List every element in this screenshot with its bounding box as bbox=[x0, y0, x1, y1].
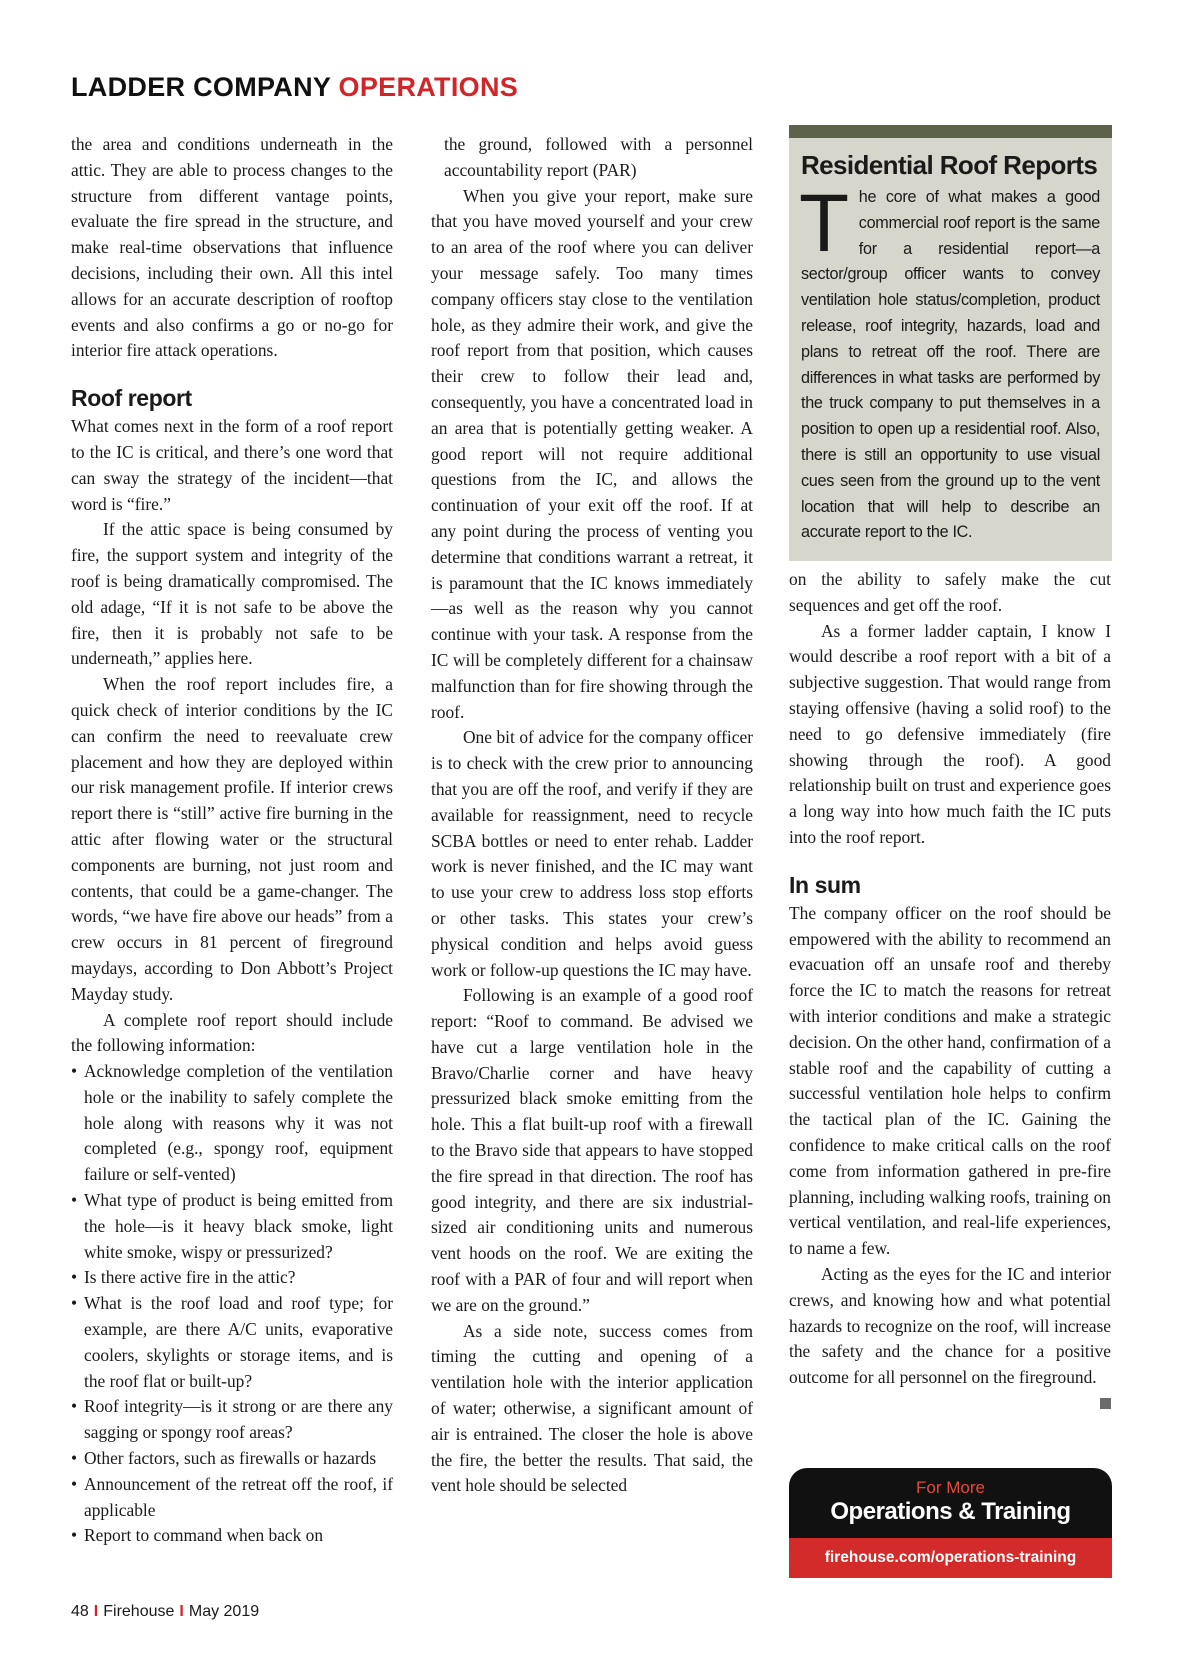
bullet-icon: • bbox=[71, 1525, 78, 1546]
list-item-text: Announcement of the retreat off the roof, if applicable bbox=[84, 1473, 393, 1520]
section-header bbox=[71, 72, 518, 103]
paragraph: One bit of advice for the company officer is to check with the crew prior to announcing that you are off the roof, and verify if they are available for reassignment, need to recycle SCBA bottles or need to enter rehab. Ladder work is never finished, and the IC may want to use your crew to address loss stop efforts or other tasks. This states your crew’s physical condition and helps avoid guess work or follow-up questions the IC may have. bbox=[431, 727, 753, 980]
list-item-text: Report to command when back on bbox=[84, 1525, 324, 1546]
sidebar-text: he core of what makes a good commercial roof report is the same for a residential report—a sector/group officer wants to convey ventilation hole status/completion, product release, roof integrity, hazards, load and plans to retreat off the roof. There are differences in what tasks are performed by the truck company to put themselves in a position to open up a residential roof. Also, there is still an opportunity to use visual cues seen from the ground up to the vent location that will help to describe an accurate report to the IC. bbox=[801, 188, 1100, 542]
bullet-icon: • bbox=[71, 1061, 78, 1082]
promo-box[interactable] bbox=[789, 1468, 1112, 1578]
header-title-black: LADDER COMPANY bbox=[71, 72, 331, 102]
page-footer bbox=[71, 1603, 259, 1621]
list-item bbox=[71, 1472, 393, 1524]
promo-for-more: For More bbox=[916, 1478, 985, 1497]
sidebar-residential-roof-reports bbox=[789, 125, 1112, 561]
paragraph: What comes next in the form of a roof report to the IC is critical, and there’s one word that can sway the strategy of the incident—that word is “fire.” bbox=[71, 416, 393, 514]
list-item-text: Is there active fire in the attic? bbox=[84, 1267, 296, 1288]
list-item bbox=[71, 1291, 393, 1394]
column-1 bbox=[71, 132, 393, 1549]
paragraph: the ground, followed with a personnel accountability report (PAR) bbox=[444, 134, 753, 180]
roof-report-checklist bbox=[71, 1059, 393, 1549]
bullet-icon: • bbox=[71, 1267, 78, 1288]
paragraph bbox=[789, 1262, 1111, 1391]
paragraph: When you give your report, make sure that you have moved yourself and your crew to an area of the roof where you can deliver your message safely. Too many times company officers stay close to the ventilation hole, as they admire their work, and give the roof report from that position, which causes their crew to follow their lead and, consequently, you have a concentrated load in an area that is potentially getting weaker. A good report will not require additional questions from the IC, and allows the continuation of your exit off the roof. If at any point during the process of venting you determine that conditions warrant a retreat, it is paramount that the IC knows immediately—as well as the reason why you cannot continue with your task. A response from the IC will be completely different for a chainsaw malfunction than for fire showing through the roof. bbox=[431, 185, 753, 722]
page-number: 48 bbox=[71, 1603, 89, 1620]
drop-cap: T bbox=[799, 178, 849, 269]
paragraph: Following is an example of a good roof report: “Roof to command. Be advised we have cut a large ventilation hole in the Bravo/Charlie corner and have heavy pressurized black smoke emitting from the hole. This a flat built-up roof with a firewall to the Bravo side that appears to have stopped the fire spread in that direction. The roof has good integrity, and there are six industrial-sized air conditioning units and numerous vent hoods on the roof. We are exiting the roof with a PAR of four and will report when we are on the ground.” bbox=[431, 985, 753, 1315]
issue-date: May 2019 bbox=[188, 1603, 260, 1620]
column-3 bbox=[789, 567, 1111, 1409]
list-item-text: Acknowledge completion of the ventilation hole or the inability to safely complete the hole along with reasons why it was not completed (e.g., spongy roof, equipment failure or self-vented) bbox=[84, 1061, 393, 1185]
paragraph-text: Acting as the eyes for the IC and interior crews, and knowing how and what potential hazards to recognize on the roof, will increase the safety and the chance for a positive outcome for all personnel on the fireground. bbox=[789, 1263, 1111, 1388]
header-title-red: OPERATIONS bbox=[338, 72, 519, 102]
bullet-icon: • bbox=[71, 1448, 78, 1469]
bullet-icon: • bbox=[71, 1396, 78, 1417]
footer-separator: I bbox=[179, 1603, 184, 1620]
bullet-icon: • bbox=[71, 1293, 78, 1314]
paragraph: the area and conditions underneath in the attic. They are able to process changes to the structure from different vantage points, evaluate the fire spread in the structure, and make real-time observations that influence decisions, including their own. All this intel allows for an accurate description of rooftop events and also confirms a go or no-go for interior fire attack operations. bbox=[71, 134, 393, 361]
magazine-name: Firehouse bbox=[103, 1603, 175, 1620]
end-mark-icon bbox=[1100, 1398, 1111, 1409]
promo-title: Operations & Training bbox=[830, 1498, 1071, 1525]
list-item bbox=[71, 1265, 393, 1291]
paragraph: As a side note, success comes from timing the cutting and opening of a ventilation hole with the interior application of water; otherwise, a significant amount of air is entrained. The closer the hole is above the fire, the better the results. That said, the vent hole should be selected bbox=[431, 1320, 753, 1496]
bullet-icon: • bbox=[71, 1473, 78, 1494]
list-item bbox=[71, 1523, 393, 1549]
sidebar-title: Residential Roof Reports bbox=[801, 150, 1098, 180]
paragraph: A complete roof report should include the following information: bbox=[71, 1009, 393, 1056]
subheading-roof-report: Roof report bbox=[71, 385, 192, 412]
list-item-text: Other factors, such as firewalls or hazards bbox=[84, 1448, 377, 1469]
list-item bbox=[71, 1394, 393, 1446]
sidebar-body bbox=[799, 178, 1100, 546]
list-item-text: Roof integrity—is it strong or are there any sagging or spongy roof areas? bbox=[84, 1396, 393, 1443]
paragraph: When the roof report includes fire, a quick check of interior conditions by the IC can confirm the need to reevaluate crew placement and how they are deployed within our risk management profile. If interior crews report there is “still” active fire burning in the attic after flowing water or the structural components are burning, not just room and contents, that could be a game-changer. The words, “we have fire above our heads” from a crew occurs in 81 percent of fireground maydays, according to Don Abbott’s Project Mayday study. bbox=[71, 674, 393, 1004]
subheading-in-sum: In sum bbox=[789, 871, 861, 898]
list-item-text: What type of product is being emitted from the hole—is it heavy black smoke, light white smoke, wispy or pressurized? bbox=[84, 1190, 393, 1262]
paragraph: If the attic space is being consumed by fire, the support system and integrity of the roof is being dramatically compromised. The old adage, “If it is not safe to be above the fire, then it is probably not safe to be underneath,” applies here. bbox=[71, 519, 393, 669]
bullet-icon: • bbox=[71, 1190, 78, 1211]
paragraph: The company officer on the roof should be empowered with the ability to recommend an evacuation off an unsafe roof and thereby force the IC to match the reasons for retreat with interior conditions and make a strategic decision. On the other hand, confirmation of a stable roof and the capability of cutting a successful ventilation hole helps to confirm the tactical plan of the IC. Gaining the confidence to make critical calls on the roof come from information gathered in pre-fire planning, including walking roofs, training on vertical ventilation, and real-life experiences, to name a few. bbox=[789, 902, 1111, 1259]
footer-separator: I bbox=[93, 1603, 99, 1620]
list-item bbox=[71, 1059, 393, 1188]
promo-link[interactable]: firehouse.com/operations-training bbox=[789, 1538, 1112, 1578]
paragraph: As a former ladder captain, I know I would describe a roof report with a bit of a subjective suggestion. That would range from staying offensive (having a solid roof) to the need to go defensive immediately (fire showing through the roof). A good relationship built on trust and experience goes a long way into how much faith the IC puts into the roof report. bbox=[789, 620, 1111, 847]
paragraph: on the ability to safely make the cut sequences and get off the roof. bbox=[789, 569, 1111, 615]
list-item bbox=[71, 1446, 393, 1472]
list-item bbox=[71, 1188, 393, 1265]
sidebar-top-bar bbox=[789, 125, 1112, 138]
column-2 bbox=[431, 132, 753, 1499]
list-item-text: What is the roof load and roof type; for example, are there A/C units, evaporative coolers, skylights or storage items, and is the roof flat or built-up? bbox=[84, 1293, 393, 1391]
